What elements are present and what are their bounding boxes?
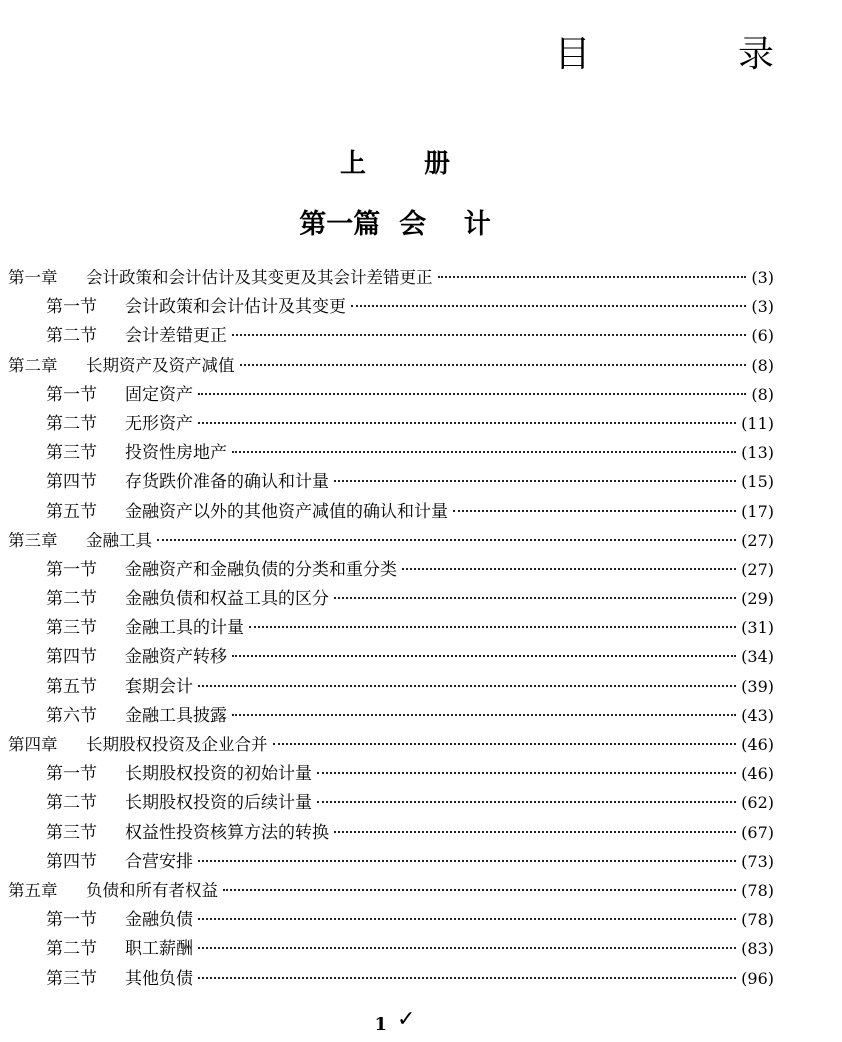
toc-entry-number: 第四节 (46, 472, 97, 493)
toc-entry-number: 第三章 (8, 530, 58, 550)
toc-entry-title: 长期股权投资及企业合并 (86, 735, 268, 754)
toc-entry-title: 金融资产和金融负债的分类和重分类 (125, 559, 397, 580)
toc-entry-title: 长期资产及资产减值 (86, 355, 235, 375)
toc-entry-page: (73) (741, 851, 774, 871)
toc-entry-page: (13) (741, 443, 774, 463)
toc-entry-number: 第三节 (46, 443, 97, 464)
dot-leader (351, 305, 746, 307)
toc-section-entry[interactable] (8, 788, 774, 817)
toc-entry-title: 金融工具披露 (125, 705, 227, 726)
volume-title: 上册 (339, 149, 508, 179)
toc-entry-page: (31) (741, 618, 774, 638)
dot-leader (198, 947, 736, 949)
toc-entry-page: (46) (741, 764, 774, 784)
dot-leader (198, 422, 736, 424)
toc-entry-number: 第六节 (46, 705, 97, 726)
toc-entry-page: (8) (751, 355, 774, 375)
dot-leader (438, 276, 747, 278)
toc-entry-title: 其他负债 (125, 968, 193, 989)
toc-entry-number: 第三节 (46, 822, 97, 843)
dot-leader (317, 772, 736, 774)
toc-entry-number: 第一章 (8, 268, 58, 287)
toc-entry-title: 权益性投资核算方法的转换 (125, 822, 329, 843)
toc-entry-page: (3) (751, 268, 774, 287)
toc-entry-page: (43) (741, 705, 774, 725)
toc-entry-title: 职工薪酬 (125, 939, 193, 960)
toc-entry-number: 第一节 (46, 910, 97, 931)
toc-entry-page: (39) (741, 676, 774, 696)
dot-leader (240, 364, 747, 366)
dot-leader (198, 685, 736, 687)
toc-entry-title: 金融负债和权益工具的区分 (125, 589, 329, 610)
dot-leader (198, 918, 736, 920)
toc-entry-number: 第五节 (46, 676, 97, 697)
toc-entry-title: 金融工具 (86, 530, 152, 550)
toc-entry-page: (67) (741, 822, 774, 842)
toc-entry-number: 第三节 (46, 968, 97, 989)
checkmark-icon: ✓ (397, 1007, 416, 1032)
toc-section-entry[interactable] (8, 555, 774, 584)
toc-entry-number: 第二节 (46, 326, 97, 347)
toc-entry-number: 第五章 (8, 880, 58, 900)
dot-leader (232, 655, 736, 657)
toc-section-entry[interactable] (8, 847, 774, 876)
part-title: 第一篇 会 计 (299, 209, 491, 240)
dot-leader (232, 451, 736, 453)
toc-entry-page: (17) (741, 501, 774, 521)
toc-entry-title: 金融工具的计量 (125, 618, 244, 639)
toc-entry-page: (78) (741, 880, 774, 900)
toc-entry-page: (8) (751, 384, 774, 404)
toc-section-entry[interactable] (8, 438, 774, 467)
toc-entry-number: 第一节 (46, 384, 97, 405)
toc-entry-title: 长期股权投资的初始计量 (125, 764, 312, 785)
toc-section-entry[interactable] (8, 642, 774, 671)
toc-section-entry[interactable] (8, 292, 774, 321)
toc-entry-title: 金融资产以外的其他资产减值的确认和计量 (125, 501, 448, 522)
dot-leader (157, 539, 736, 541)
toc-entry-page: (78) (741, 910, 774, 930)
toc-entry-page: (34) (741, 647, 774, 667)
toc-entry-number: 第二节 (46, 589, 97, 610)
toc-entry-page: (46) (741, 735, 774, 754)
toc-entry-number: 第五节 (46, 501, 97, 522)
toc-section-entry[interactable] (8, 759, 774, 788)
dot-leader (198, 977, 736, 979)
toc-section-entry[interactable] (8, 409, 774, 438)
toc-entry-title: 金融负债 (125, 910, 193, 931)
dot-leader (402, 568, 736, 570)
toc-section-entry[interactable] (8, 934, 774, 963)
dot-leader (232, 714, 736, 716)
toc-section-entry[interactable] (8, 613, 774, 642)
toc-entry-number: 第四章 (8, 735, 58, 754)
toc-entry-page: (96) (741, 968, 774, 988)
toc-section-entry[interactable] (8, 497, 774, 526)
toc-chapter-entry[interactable] (8, 526, 774, 555)
toc-entry-title: 无形资产 (125, 413, 193, 434)
toc-entry-number: 第二节 (46, 939, 97, 960)
toc-entry-title: 固定资产 (125, 384, 193, 405)
toc-entry-page: (62) (741, 793, 774, 813)
dot-leader (198, 860, 736, 862)
toc-section-entry[interactable] (8, 672, 774, 701)
dot-leader (249, 626, 736, 628)
toc-entry-page: (15) (741, 472, 774, 492)
toc-section-entry[interactable] (8, 905, 774, 934)
toc-chapter-entry[interactable] (8, 876, 774, 905)
toc-section-entry[interactable] (8, 584, 774, 613)
toc-entry-page: (6) (751, 326, 774, 346)
page-title: 目 录 (554, 34, 842, 75)
toc-entry-page: (27) (741, 559, 774, 579)
toc-entry-title: 会计政策和会计估计及其变更 (125, 297, 346, 318)
toc-entry-number: 第四节 (46, 647, 97, 668)
dot-leader (223, 889, 736, 891)
table-of-contents (8, 263, 774, 993)
toc-entry-title: 长期股权投资的后续计量 (125, 793, 312, 814)
toc-entry-number: 第一节 (46, 764, 97, 785)
toc-entry-title: 金融资产转移 (125, 647, 227, 668)
toc-entry-page: (29) (741, 589, 774, 609)
toc-entry-number: 第三节 (46, 618, 97, 639)
toc-entry-number: 第一节 (46, 297, 97, 318)
dot-leader (317, 801, 736, 803)
page-footer (0, 1007, 790, 1036)
toc-entry-title: 投资性房地产 (125, 443, 227, 464)
toc-entry-number: 第二节 (46, 413, 97, 434)
toc-chapter-entry[interactable] (8, 263, 774, 292)
toc-entry-page: (3) (751, 297, 774, 317)
toc-section-entry[interactable] (8, 380, 774, 409)
toc-entry-number: 第二节 (46, 793, 97, 814)
toc-chapter-entry[interactable] (8, 730, 774, 759)
toc-entry-number: 第一节 (46, 559, 97, 580)
toc-entry-title: 套期会计 (125, 676, 193, 697)
toc-entry-title: 会计政策和会计估计及其变更及其会计差错更正 (86, 268, 433, 287)
toc-section-entry[interactable] (8, 818, 774, 847)
toc-entry-number: 第四节 (46, 851, 97, 872)
toc-entry-title: 存货跌价准备的确认和计量 (125, 472, 329, 493)
toc-entry-page: (83) (741, 939, 774, 959)
page-number: 1 (374, 1014, 388, 1035)
dot-leader (453, 510, 736, 512)
toc-section-entry[interactable] (8, 467, 774, 496)
dot-leader (334, 597, 736, 599)
toc-entry-title: 会计差错更正 (125, 326, 227, 347)
dot-leader (334, 480, 736, 482)
dot-leader (334, 831, 736, 833)
dot-leader (198, 393, 746, 395)
toc-section-entry[interactable] (8, 321, 774, 350)
dot-leader (273, 743, 737, 745)
dot-leader (232, 334, 746, 336)
toc-chapter-entry[interactable] (8, 351, 774, 380)
toc-entry-title: 负债和所有者权益 (86, 880, 218, 900)
toc-section-entry[interactable] (8, 964, 774, 993)
toc-section-entry[interactable] (8, 701, 774, 730)
toc-entry-number: 第二章 (8, 355, 58, 375)
toc-entry-page: (27) (741, 530, 774, 550)
toc-entry-title: 合营安排 (125, 851, 193, 872)
toc-entry-page: (11) (741, 413, 774, 433)
